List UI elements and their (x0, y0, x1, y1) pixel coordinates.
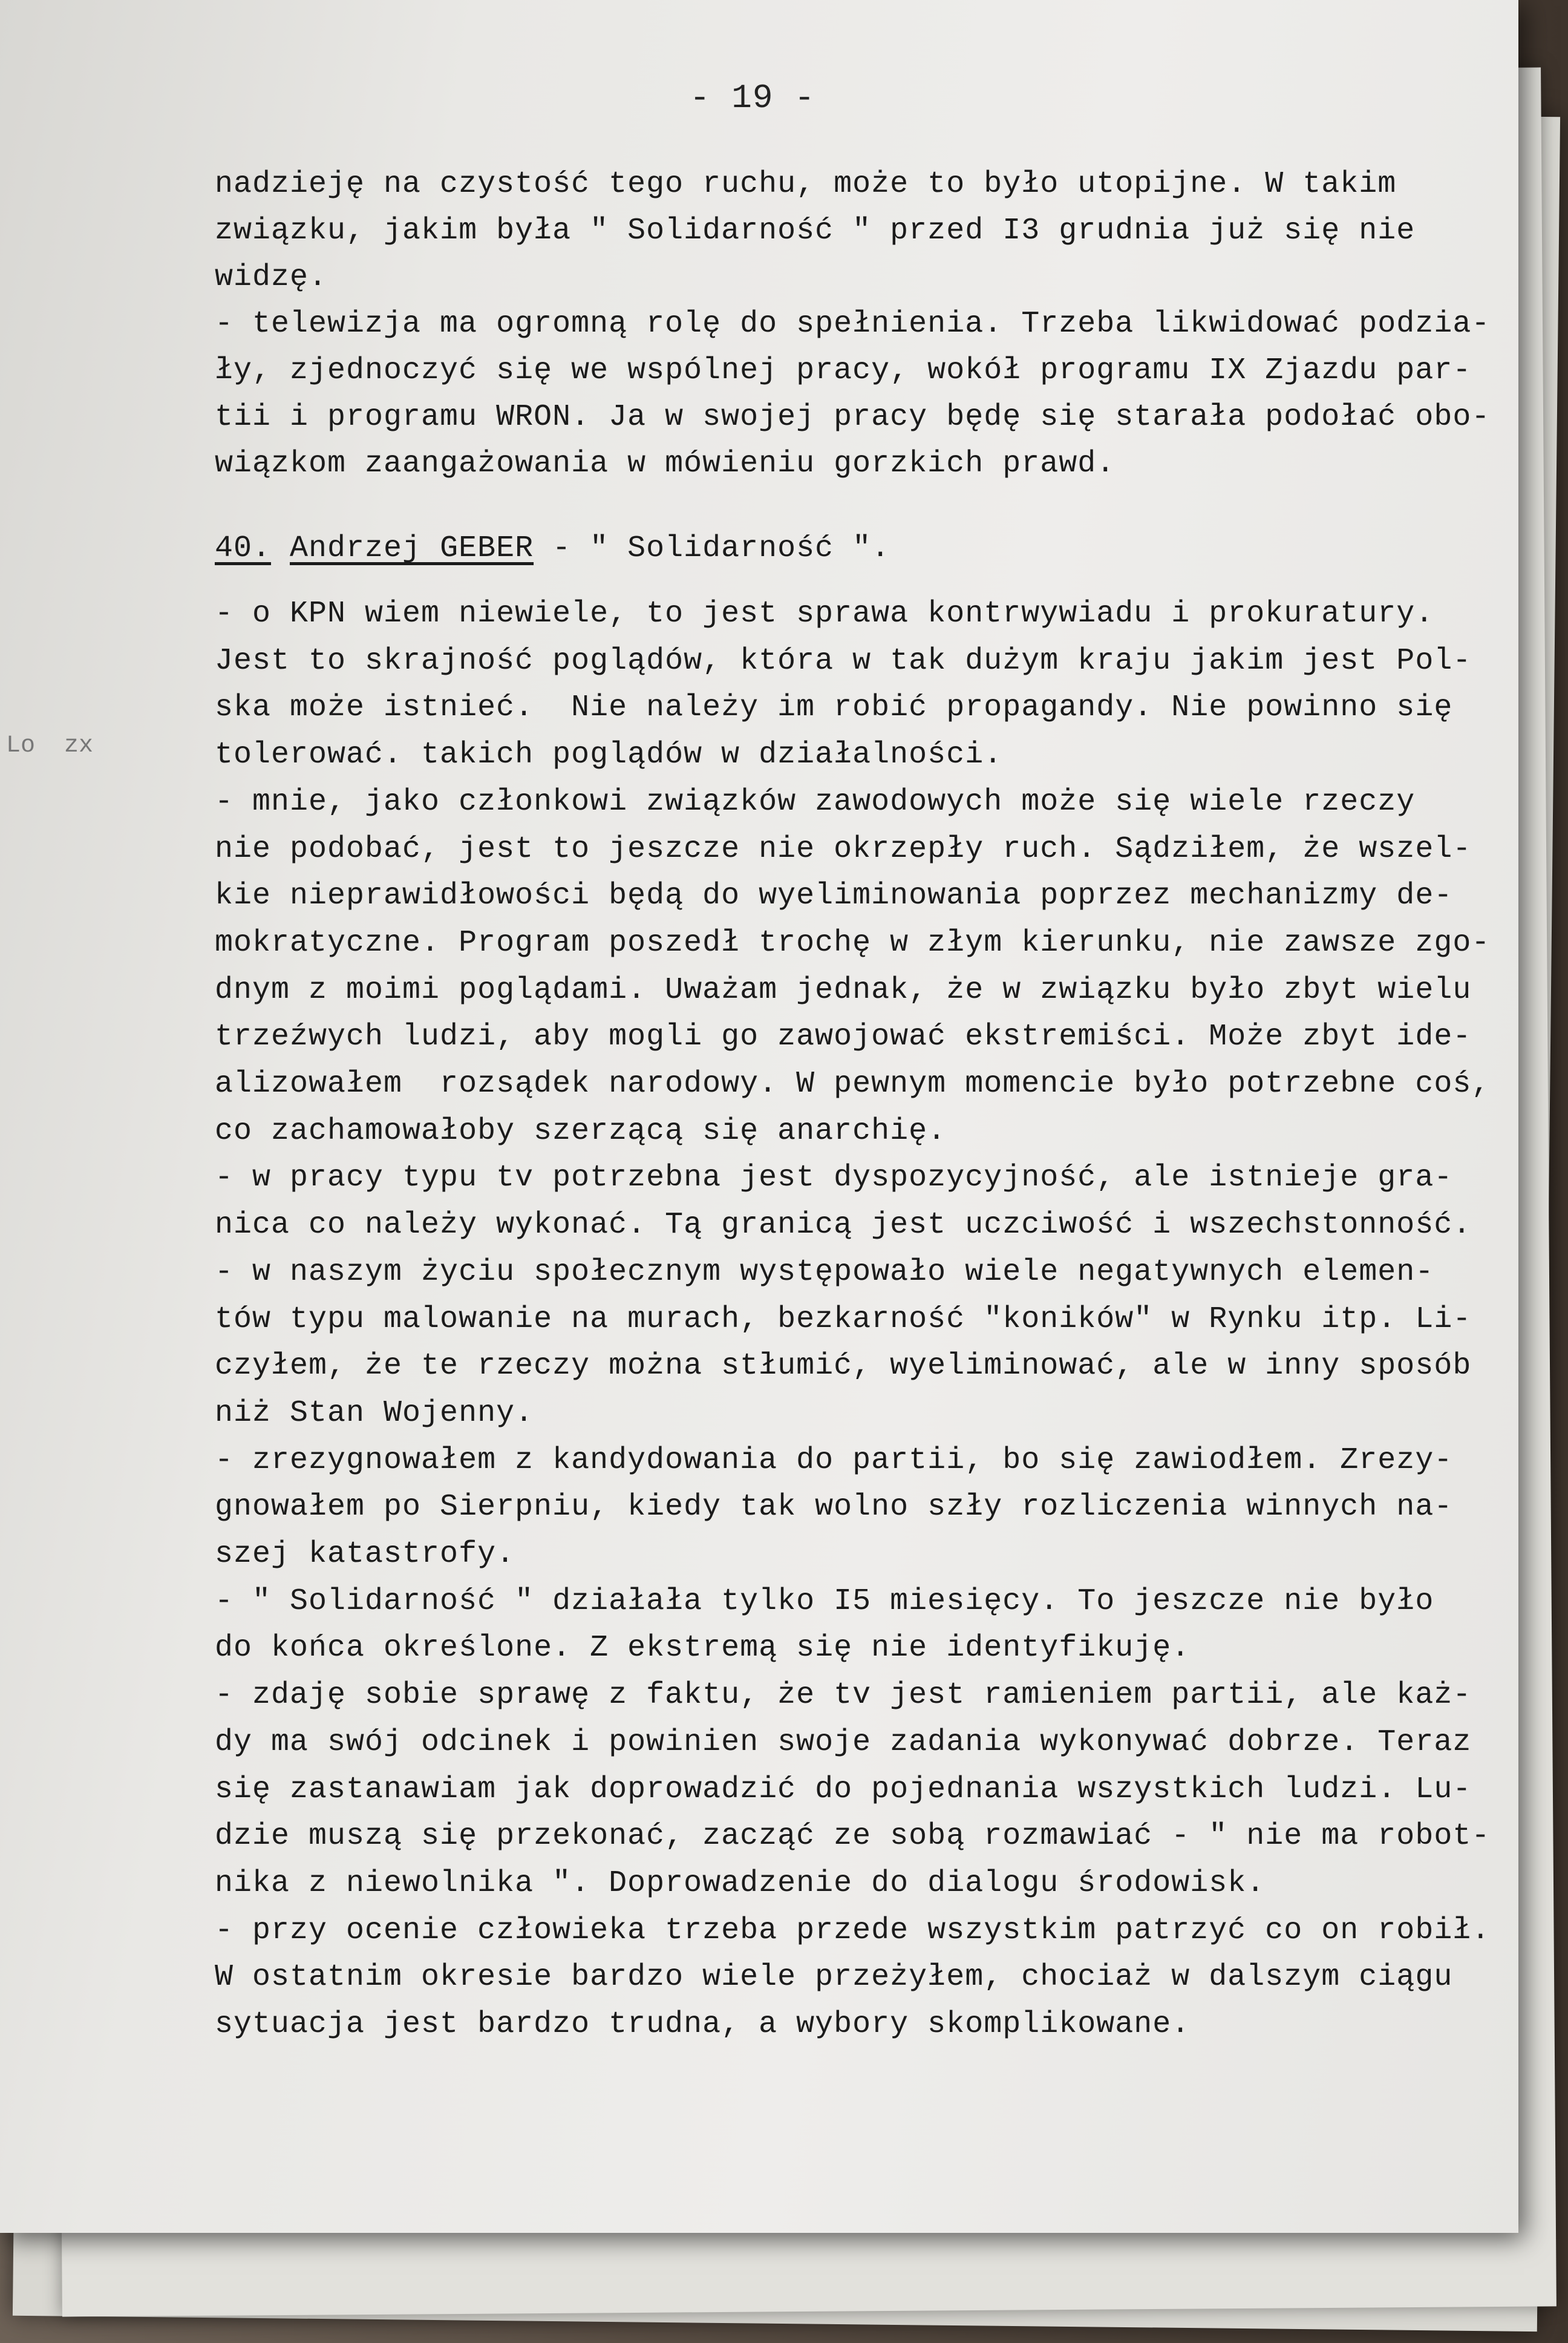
text-line: dy ma swój odcinek i powinien swoje zadania wykonywać dobrze. Teraz (215, 1725, 1472, 1760)
text-line: nie podobać, jest to jeszcze nie okrzepły ruch. Sądziłem, że wszel- (215, 831, 1472, 867)
text-line: - zdaję sobie sprawę z faktu, że tv jest ramieniem partii, ale każ- (215, 1678, 1472, 1713)
text-line: nadzieję na czystość tego ruchu, może to było utopijne. W takim (215, 167, 1397, 202)
text-line: wiązkom zaangażowania w mówieniu gorzkich prawd. (215, 447, 1116, 481)
text-line: - telewizja ma ogromną rolę do spełnienia. Trzeba likwidować podzia- (215, 307, 1491, 341)
text-line: - o KPN wiem niewiele, to jest sprawa kontrwywiadu i prokuratury. (215, 597, 1434, 631)
text-line: - " Solidarność " działała tylko I5 miesięcy. To jeszcze nie było (215, 1584, 1434, 1619)
text-line: alizowałem rozsądek narodowy. W pewnym momencie było potrzebne coś, (215, 1067, 1491, 1101)
text-line: trzeźwych ludzi, aby mogli go zawojować ekstremiści. Może zbyt ide- (215, 1020, 1472, 1055)
text-line: gnowałem po Sierpniu, kiedy tak wolno szły rozliczenia winnych na- (215, 1490, 1453, 1525)
text-line: W ostatnim okresie bardzo wiele przeżyłem, chociaż w dalszym ciągu (215, 1960, 1453, 1995)
text-line: - w pracy typu tv potrzebna jest dyspozycyjność, ale istnieje gra- (215, 1161, 1453, 1196)
section-number: 40. (215, 531, 272, 566)
text-line: dzie muszą się przekonać, zacząć ze sobą rozmawiać - " nie ma robot- (215, 1819, 1491, 1854)
text-line: - przy ocenie człowieka trzeba przede wszystkim patrzyć co on robił. (215, 1913, 1491, 1948)
text-line: tów typu malowanie na murach, bezkarność "koników" w Rynku itp. Li- (215, 1302, 1472, 1337)
text-line: - mnie, jako członkowi związków zawodowych może się wiele rzeczy (215, 784, 1416, 819)
text-line: ły, zjednoczyć się we wspólnej pracy, wokół programu IX Zjazdu par- (215, 353, 1472, 388)
text-line: niż Stan Wojenny. (215, 1395, 534, 1430)
text-line: mokratyczne. Program poszedł trochę w złym kierunku, nie zawsze zgo- (215, 925, 1491, 960)
text-line: czyłem, że te rzeczy można stłumić, wyeliminować, ale w inny sposób (215, 1349, 1472, 1384)
page-number: - 19 - (690, 79, 815, 117)
margin-note: Lo zx (6, 732, 94, 759)
text-line: widzę. (215, 260, 328, 295)
text-line: kie nieprawidłowości będą do wyeliminowania poprzez mechanizmy de- (215, 879, 1453, 914)
text-line: sytuacja jest bardzo trudna, a wybory skomplikowane. (215, 2007, 1191, 2042)
speaker-name: Andrzej GEBER (290, 531, 534, 566)
text-line: szej katastrofy. (215, 1537, 515, 1571)
section-heading (215, 531, 890, 566)
text-line: - zrezygnowałem z kandydowania do partii, bo się zawiodłem. Zrezy- (215, 1443, 1453, 1478)
text-line: tolerować. takich poglądów w działalności. (215, 738, 1003, 773)
speaker-affiliation: - " Solidarność ". (534, 531, 890, 566)
text-line: nika z niewolnika ". Doprowadzenie do dialogu środowisk. (215, 1866, 1266, 1901)
text-line: do końca określone. Z ekstremą się nie identyfikuję. (215, 1631, 1191, 1666)
text-line: związku, jakim była " Solidarność " przed I3 grudnia już się nie (215, 214, 1416, 248)
text-line: dnym z moimi poglądami. Uważam jednak, że w związku było zbyt wielu (215, 972, 1472, 1008)
text-line: się zastanawiam jak doprowadzić do pojednania wszystkich ludzi. Lu- (215, 1772, 1472, 1807)
text-line: co zachamowałoby szerzącą się anarchię. (215, 1113, 947, 1149)
text-line: Jest to skrajność poglądów, która w tak dużym kraju jakim jest Pol- (215, 643, 1472, 678)
text-line: tii i programu WRON. Ja w swojej pracy będę się starała podołać obo- (215, 400, 1491, 434)
text-line: nica co należy wykonać. Tą granicą jest uczciwość i wszechstonność. (215, 1208, 1472, 1243)
text-line: - w naszym życiu społecznym występowało wiele negatywnych elemen- (215, 1254, 1434, 1289)
text-line: ska może istnieć. Nie należy im robić propagandy. Nie powinno się (215, 690, 1453, 726)
